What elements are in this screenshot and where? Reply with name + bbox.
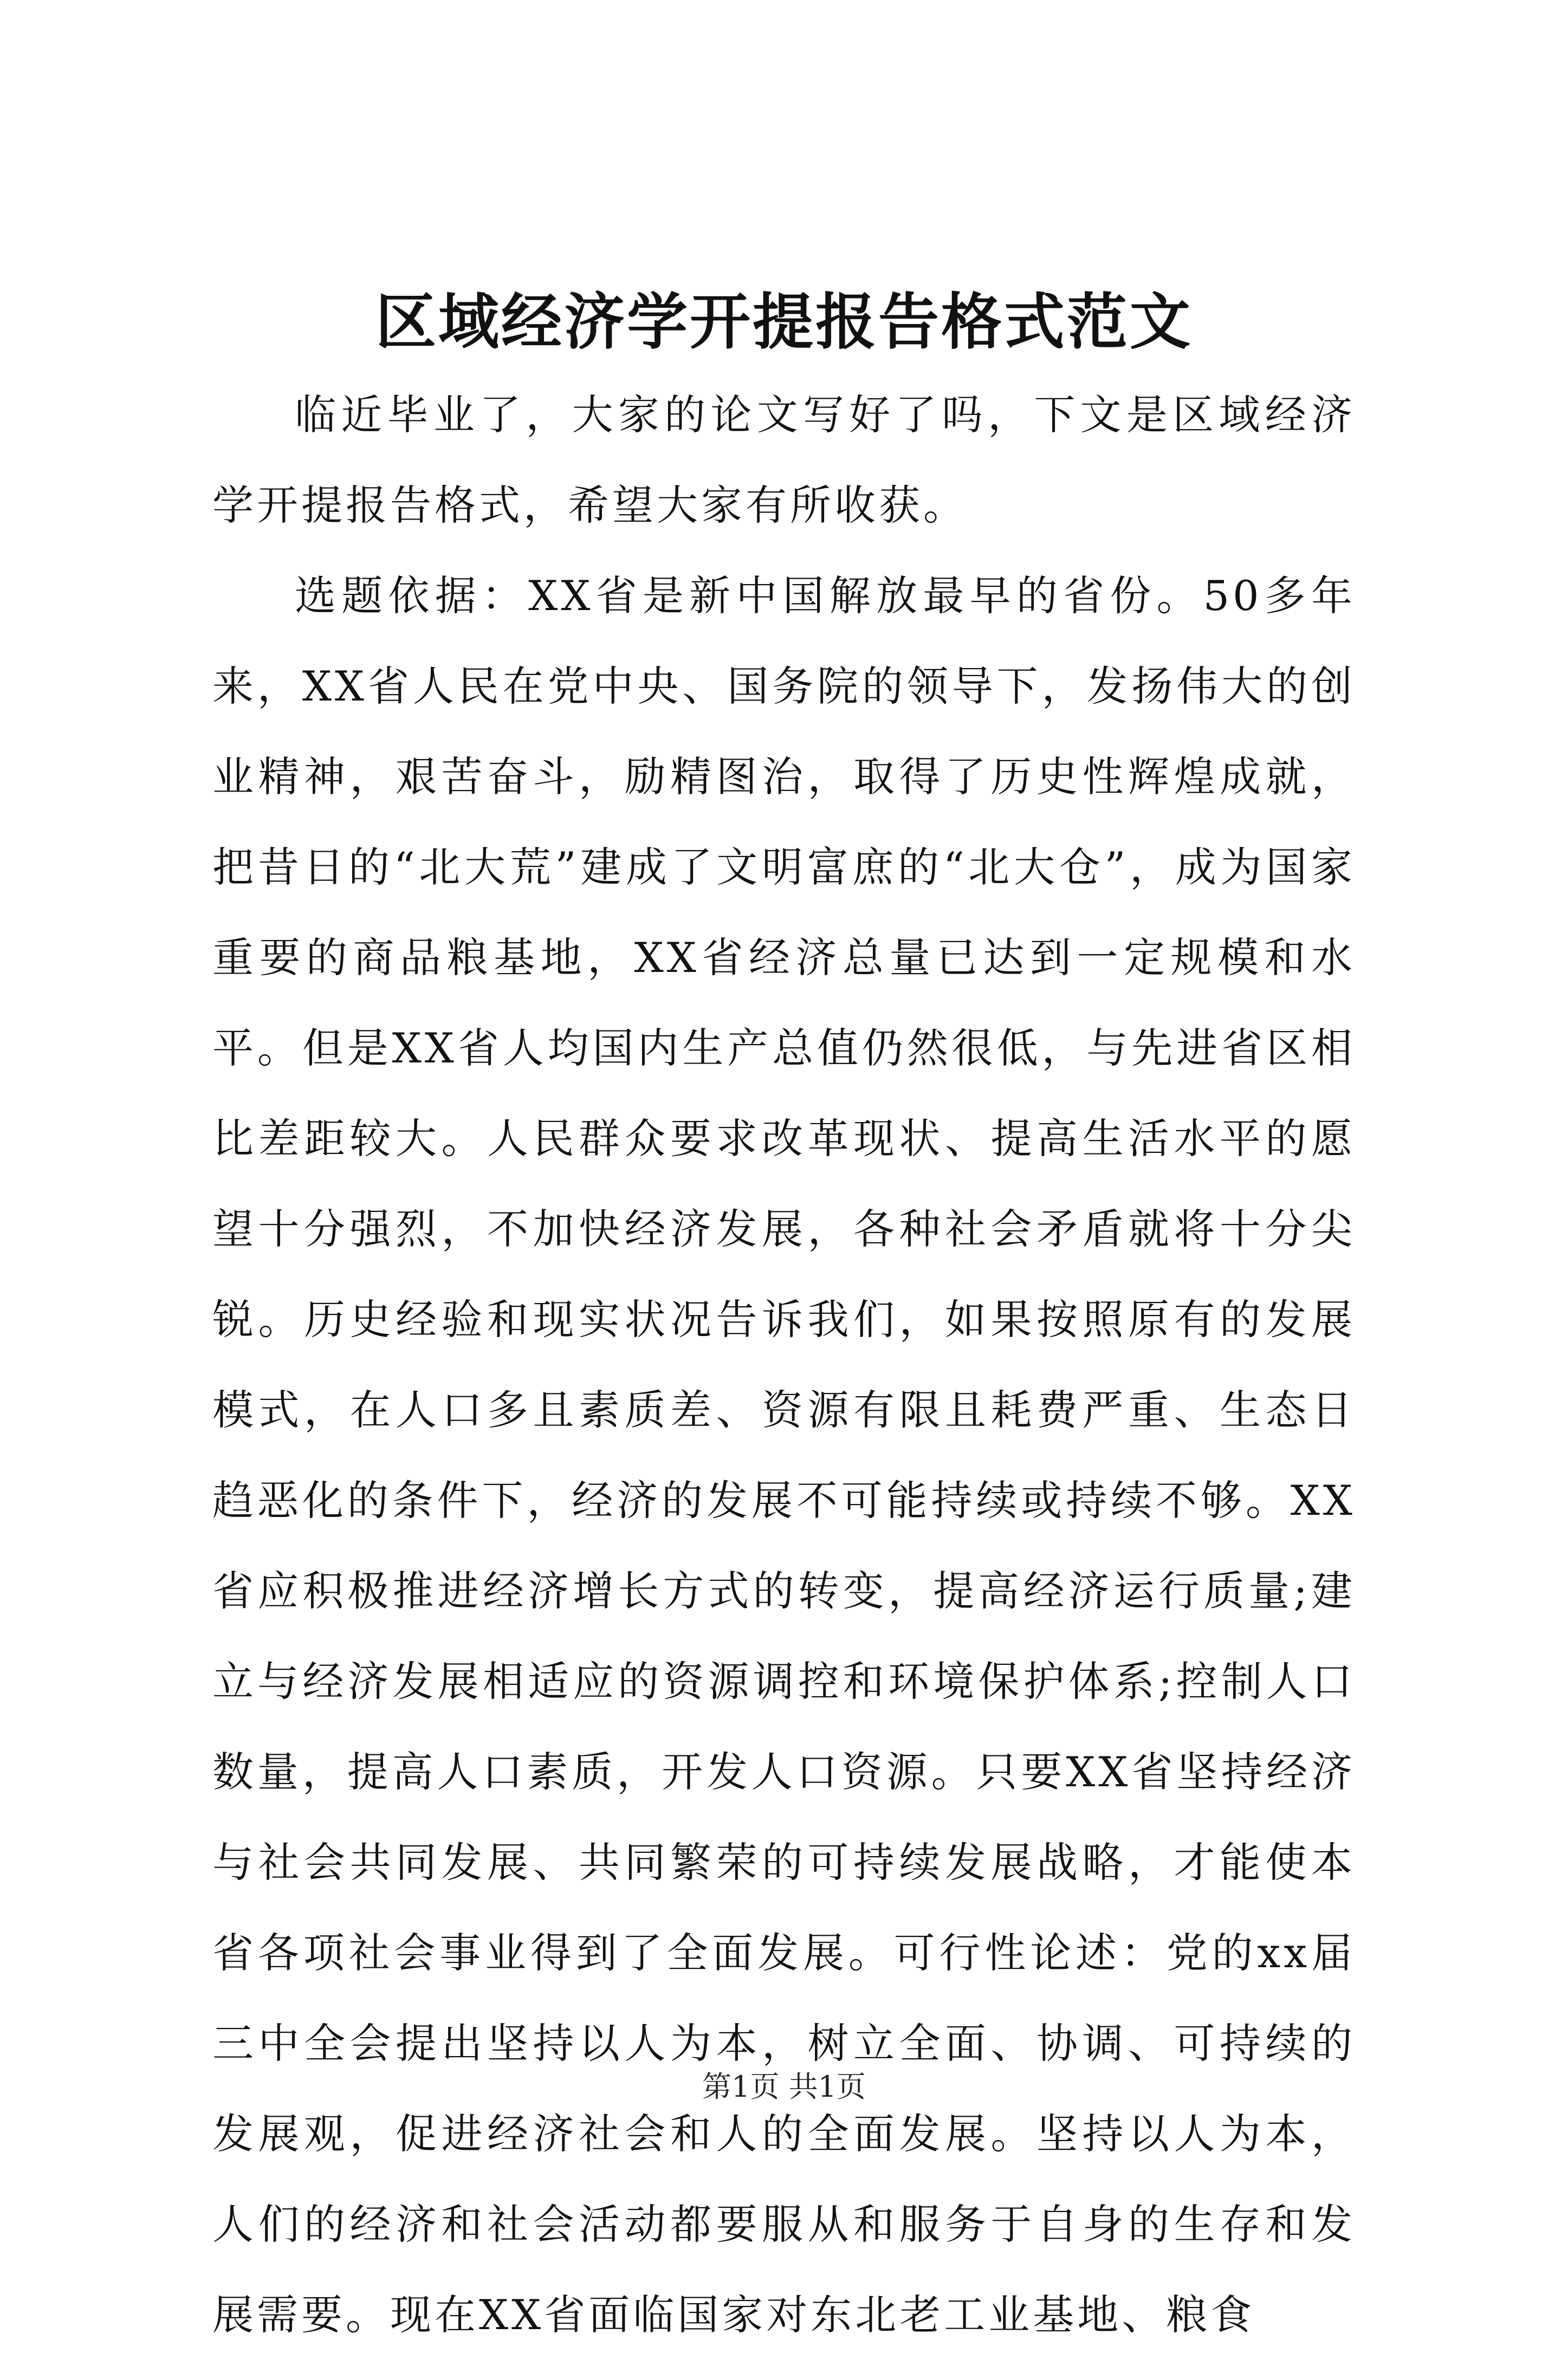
intro-paragraph: 临近毕业了，大家的论文写好了吗，下文是区域经济学开提报告格式，希望大家有所收获。 [212,391,1356,529]
document-body [212,369,1356,2360]
main-paragraph: 选题依据：XX省是新中国解放最早的省份。50多年来，XX省人民在党中央、国务院的领导下，发扬伟大的创业精神，艰苦奋斗，励精图治，取得了历史性辉煌成就，把昔日的“北大荒”建成了文明富庶的“北大仓”，成为国家重要的商品粮基地，XX省经济总量已达到一定规模和水平。但是XX省人均国内生产总值仍然很低，与先进省区相比差距较大。人民群众要求改革现状、提高生活水平的愿望十分强烈，不加快经济发展，各种社会矛盾就将十分尖锐。历史经验和现实状况告诉我们，如果按照原有的发展模式，在人口多且素质差、资源有限且耗费严重、生态日趋恶化的条件下，经济的发展不可能持续或持续不够。XX省应积极推进经济增长方式的转变，提高经济运行质量;建立与经济发展相适应的资源调控和环境保护体系;控制人口数量，提高人口素质，开发人口资源。只要XX省坚持经济与社会共同发展、共同繁荣的可持续发展战略，才能使本省各项社会事业得到了全面发展。可行性论述：党的xx届三中全会提出坚持以人为本，树立全面、协调、可持续的发展观，促进经济社会和人的全面发展。坚持以人为本，人们的经济和社会活动都要服从和服务于自身的生存和发展需要。现在XX省面临国家对东北老工业基地、粮食 [212,572,1356,2339]
document-title: 区域经济学开提报告格式范文 [375,287,1193,358]
page-footer: 第1页 共1页 [702,2070,866,2104]
